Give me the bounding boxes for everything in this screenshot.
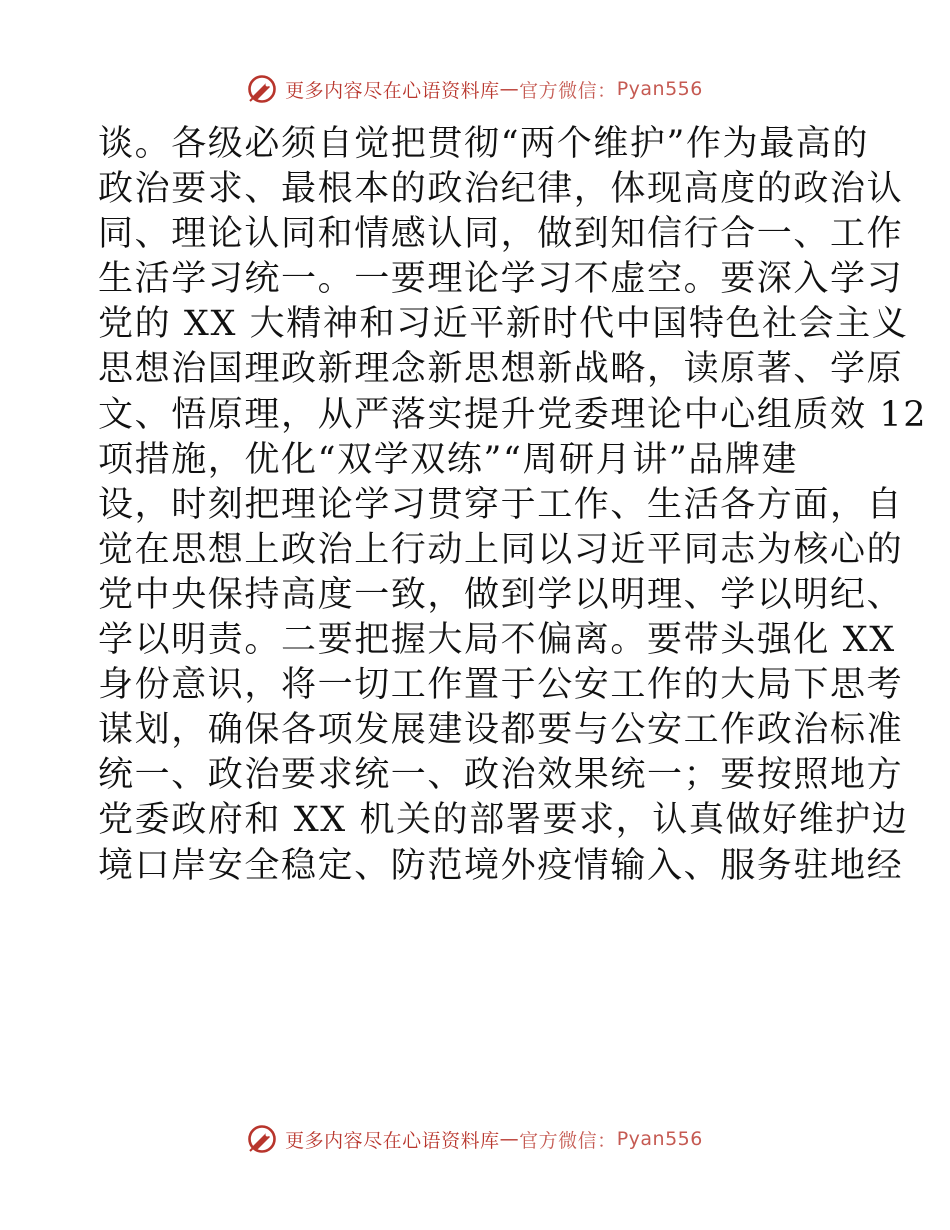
- pen-nib-circle-icon: [247, 1124, 277, 1154]
- body-line: 党的 XX 大精神和习近平新时代中国特色社会主义: [98, 304, 909, 345]
- banner-separator: —: [499, 78, 520, 100]
- wechat-label: 官方微信：: [519, 1129, 617, 1152]
- body-line: 谋划，确保各项发展建设都要与公安工作政治标准: [98, 710, 904, 751]
- pen-nib-circle-icon: [247, 74, 277, 104]
- body-line: 学以明责。二要把握大局不偏离。要带头强化 XX: [98, 620, 896, 661]
- wechat-label: 官方微信：: [519, 79, 617, 102]
- body-line: 思想治国理政新理念新思想新战略，读原著、学原: [98, 349, 904, 390]
- body-line: 项措施，优化“双学双练”“周研月讲”品牌建: [98, 439, 799, 480]
- body-line: 境口岸安全稳定、防范境外疫情输入、服务驻地经: [98, 845, 904, 886]
- body-line: 谈。各级必须自觉把贯彻“两个维护”作为最高的: [98, 124, 869, 164]
- body-line: 设，时刻把理论学习贯穿于工作、生活各方面，自: [98, 484, 904, 525]
- document-body: [98, 122, 928, 889]
- wechat-id: Pyan556: [616, 1128, 703, 1150]
- body-line: 生活学习统一。一要理论学习不虚空。要深入学习: [98, 259, 904, 300]
- header-banner: [0, 74, 950, 104]
- body-line: 党中央保持高度一致，做到学以明理、学以明纪、: [98, 574, 904, 615]
- body-line: 觉在思想上政治上行动上同以习近平同志为核心的: [98, 529, 904, 570]
- banner-text: 更多内容尽在心语资料库: [285, 79, 500, 102]
- body-line: 同、理论认同和情感认同，做到知信行合一、工作: [98, 214, 904, 255]
- banner-separator: —: [499, 1128, 520, 1150]
- body-line: 政治要求、最根本的政治纪律，体现高度的政治认: [98, 169, 904, 210]
- body-line: 身份意识，将一切工作置于公安工作的大局下思考: [98, 665, 904, 706]
- wechat-id: Pyan556: [616, 78, 703, 100]
- footer-banner: [0, 1124, 950, 1154]
- body-line: 党委政府和 XX 机关的部署要求，认真做好维护边: [98, 800, 909, 841]
- body-line: 文、悟原理，从严落实提升党委理论中心组质效 12: [98, 394, 928, 435]
- body-line: 统一、政治要求统一、政治效果统一；要按照地方: [98, 755, 904, 796]
- banner-text: 更多内容尽在心语资料库: [285, 1129, 500, 1152]
